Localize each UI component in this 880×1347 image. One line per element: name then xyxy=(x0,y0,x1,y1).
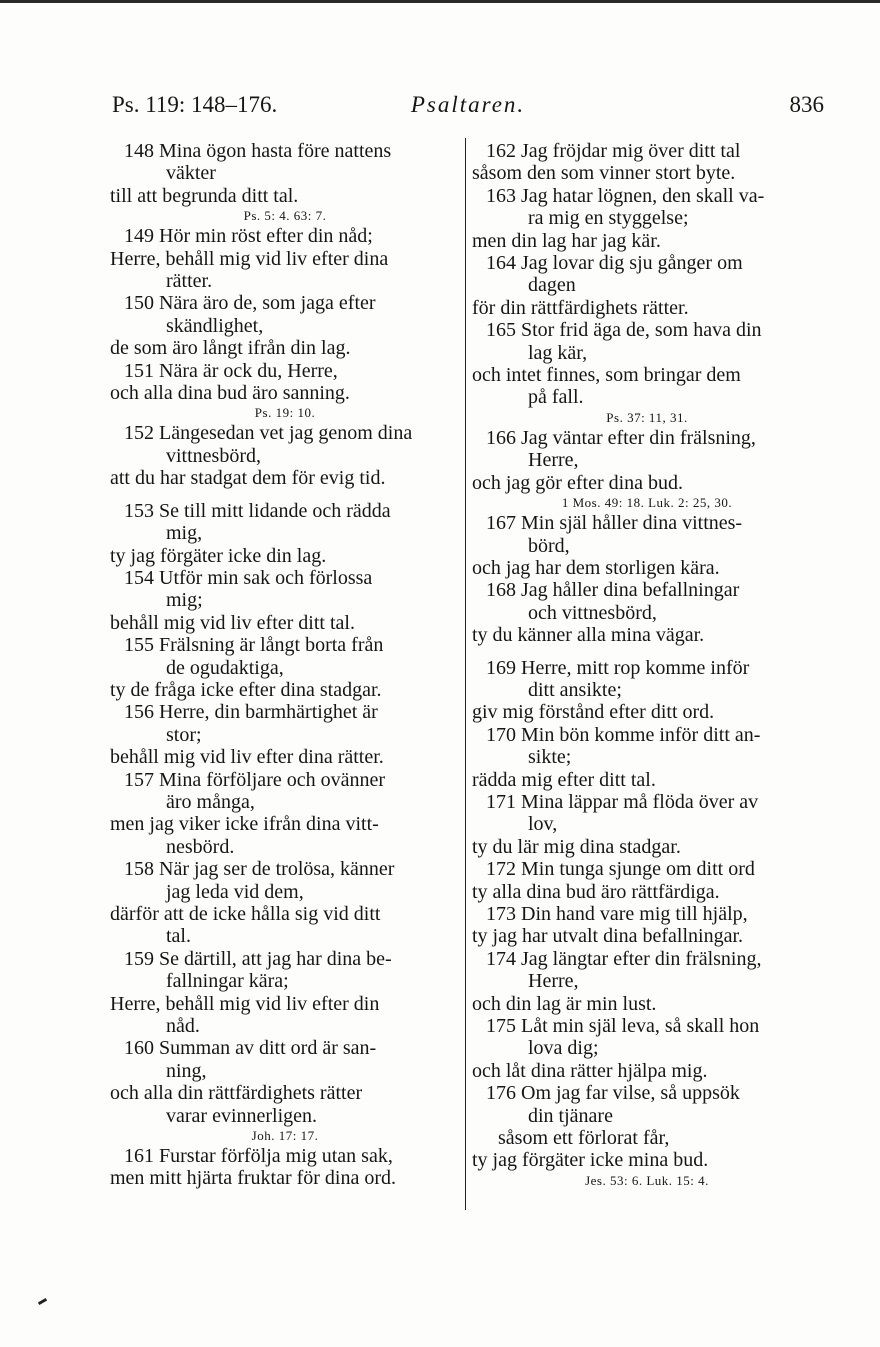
verse-start-line: 156 Herre, din barmhärtighet är xyxy=(124,701,378,724)
verse-line: ty du känner alla mina vägar. xyxy=(472,624,705,647)
verse-line: nesbörd. xyxy=(166,835,235,858)
page-top-edge xyxy=(0,0,880,3)
verse-line: giv mig förstånd efter ditt ord. xyxy=(472,701,715,724)
running-header xyxy=(112,92,824,128)
verse-start-line: 151 Nära är ock du, Herre, xyxy=(124,359,338,382)
verse-line: att du har stadgat dem för evig tid. xyxy=(110,467,386,490)
cross-reference: 1 Mos. 49: 18. Luk. 2: 25, 30. xyxy=(561,495,733,511)
verse-line: ditt ansikte; xyxy=(528,678,622,701)
verse-line: och intet finnes, som bringar dem xyxy=(472,364,741,387)
verse-line: jag leda vid dem, xyxy=(166,880,304,903)
verse-start-line: 150 Nära äro de, som jaga efter xyxy=(124,292,376,315)
verse-line: och låt dina rätter hjälpa mig. xyxy=(472,1059,708,1082)
verse-start-line: 170 Min bön komme inför ditt an- xyxy=(486,723,761,746)
verse-line: och din lag är min lust. xyxy=(472,992,657,1015)
verse-line: din tjänare xyxy=(528,1104,613,1127)
verse-start-line: 163 Jag hatar lögnen, den skall va- xyxy=(486,184,765,207)
verse-start-line: 171 Mina läppar må flöda över av xyxy=(486,790,759,813)
verse-line: såsom ett förlorat får, xyxy=(498,1127,670,1150)
verse-line: lov, xyxy=(528,813,558,836)
verse-line: ty jag har utvalt dina befallningar. xyxy=(472,925,744,948)
verse-line: och alla din rättfärdighets rätter xyxy=(110,1082,363,1105)
verse-start-line: 158 När jag ser de trolösa, känner xyxy=(124,858,395,881)
verse-start-line: 153 Se till mitt lidande och rädda xyxy=(124,499,391,522)
verse-start-line: 152 Längesedan vet jag genom dina xyxy=(124,422,413,445)
verse-start-line: 157 Mina förföljare och ovänner xyxy=(124,768,386,791)
verse-start-line: 149 Hör min röst efter din nåd; xyxy=(124,225,373,248)
verse-line: varar evinnerligen. xyxy=(166,1104,318,1127)
verse-start-line: 164 Jag lovar dig sju gånger om xyxy=(486,252,743,275)
verse-line: Herre, behåll mig vid liv efter din xyxy=(110,992,380,1015)
verse-line: nåd. xyxy=(166,1015,200,1038)
verse-line: Herre, behåll mig vid liv efter dina xyxy=(110,247,389,270)
verse-start-line: 173 Din hand vare mig till hjälp, xyxy=(486,903,748,925)
verse-start-line: 168 Jag håller dina befallningar xyxy=(486,579,740,602)
verse-line: behåll mig vid liv efter ditt tal. xyxy=(110,611,355,634)
verse-start-line: 166 Jag väntar efter din frälsning, xyxy=(486,426,756,449)
verse-start-line: 161 Furstar förfölja mig utan sak, xyxy=(124,1145,393,1168)
left-column xyxy=(110,140,460,1190)
cross-reference: Joh. 17: 17. xyxy=(251,1128,319,1144)
verse-line: och jag gör efter dina bud. xyxy=(472,471,684,494)
verse-line: börd, xyxy=(528,534,570,557)
verse-line: fallningar kära; xyxy=(166,970,289,993)
verse-line: mig; xyxy=(166,589,203,612)
verse-line: de som äro långt ifrån din lag. xyxy=(110,337,351,360)
verse-line: ra mig en styggelse; xyxy=(528,207,689,230)
cross-reference: Ps. 5: 4. 63: 7. xyxy=(243,208,327,224)
verse-line: ning, xyxy=(166,1059,207,1082)
verse-line: äro många, xyxy=(166,790,255,813)
verse-start-line: 167 Min själ håller dina vittnes- xyxy=(486,512,743,535)
verse-line: rädda mig efter ditt tal. xyxy=(472,768,656,791)
verse-line: lag kär, xyxy=(528,341,588,364)
verse-line: tal. xyxy=(166,925,191,948)
verse-start-line: 154 Utför min sak och förlossa xyxy=(124,566,373,589)
right-column xyxy=(472,140,822,1190)
verse-start-line: 162 Jag fröjdar mig över ditt tal xyxy=(486,140,741,162)
verse-line: mig, xyxy=(166,522,203,545)
verse-start-line: 176 Om jag far vilse, så uppsök xyxy=(486,1082,740,1105)
verse-line: ty alla dina bud äro rättfärdiga. xyxy=(472,880,720,903)
verse-start-line: 155 Frälsning är långt borta från xyxy=(124,634,384,657)
verse-line: och vittnesbörd, xyxy=(528,601,657,624)
verse-line: men jag viker icke ifrån dina vitt- xyxy=(110,813,379,836)
verse-line: ty jag förgäter icke mina bud. xyxy=(472,1149,709,1172)
page-number: 836 xyxy=(789,92,824,117)
verse-start-line: 165 Stor frid äga de, som hava din xyxy=(486,319,762,342)
verse-start-line: 172 Min tunga sjunge om ditt ord xyxy=(486,858,755,881)
verse-line: stor; xyxy=(166,723,202,746)
verse-line: väkter xyxy=(166,162,216,185)
verse-line: lova dig; xyxy=(528,1037,599,1060)
verse-start-line: 148 Mina ögon hasta före nattens xyxy=(124,140,392,162)
column-divider xyxy=(465,138,466,1210)
verse-line: Herre, xyxy=(528,970,579,993)
verse-line: sikte; xyxy=(528,746,572,769)
verse-line: och alla dina bud äro sanning. xyxy=(110,382,350,405)
verse-start-line: 159 Se därtill, att jag har dina be- xyxy=(124,947,392,970)
cross-reference: Ps. 37: 11, 31. xyxy=(606,409,688,425)
verse-start-line: 175 Låt min själ leva, så skall hon xyxy=(486,1015,760,1038)
verse-line: men mitt hjärta fruktar för dina ord. xyxy=(110,1167,397,1190)
verse-line: Herre, xyxy=(528,449,579,472)
verse-line: rätter. xyxy=(166,270,213,293)
verse-line: ty de fråga icke efter dina stadgar. xyxy=(110,678,382,701)
verse-line: såsom den som vinner stort byte. xyxy=(472,162,736,185)
verse-start-line: 169 Herre, mitt rop komme inför xyxy=(486,656,750,679)
verse-line: men din lag har jag kär. xyxy=(472,229,661,252)
stray-ink-mark xyxy=(38,1298,47,1305)
verse-start-line: 160 Summan av ditt ord är san- xyxy=(124,1037,377,1060)
verse-line: på fall. xyxy=(528,386,584,409)
verse-line: till att begrunda ditt tal. xyxy=(110,184,299,207)
verse-line: ty du lär mig dina stadgar. xyxy=(472,835,681,858)
verse-line: och jag har dem storligen kära. xyxy=(472,556,720,579)
cross-reference: Jes. 53: 6. Luk. 15: 4. xyxy=(585,1172,709,1188)
verse-line: för din rättfärdighets rätter. xyxy=(472,296,689,319)
chapter-reference: Ps. 119: 148–176. xyxy=(112,92,278,117)
book-title: Psaltaren. xyxy=(410,92,526,117)
verse-line: ty jag förgäter icke din lag. xyxy=(110,544,327,567)
verse-line: de ogudaktiga, xyxy=(166,656,284,679)
verse-line: behåll mig vid liv efter dina rätter. xyxy=(110,746,384,769)
verse-line: därför att de icke hålla sig vid ditt xyxy=(110,903,381,925)
verse-line: skändlighet, xyxy=(166,314,264,337)
verse-line: vittnesbörd, xyxy=(166,444,261,467)
verse-start-line: 174 Jag längtar efter din frälsning, xyxy=(486,947,762,970)
cross-reference: Ps. 19: 10. xyxy=(254,405,316,421)
verse-line: dagen xyxy=(528,274,576,297)
